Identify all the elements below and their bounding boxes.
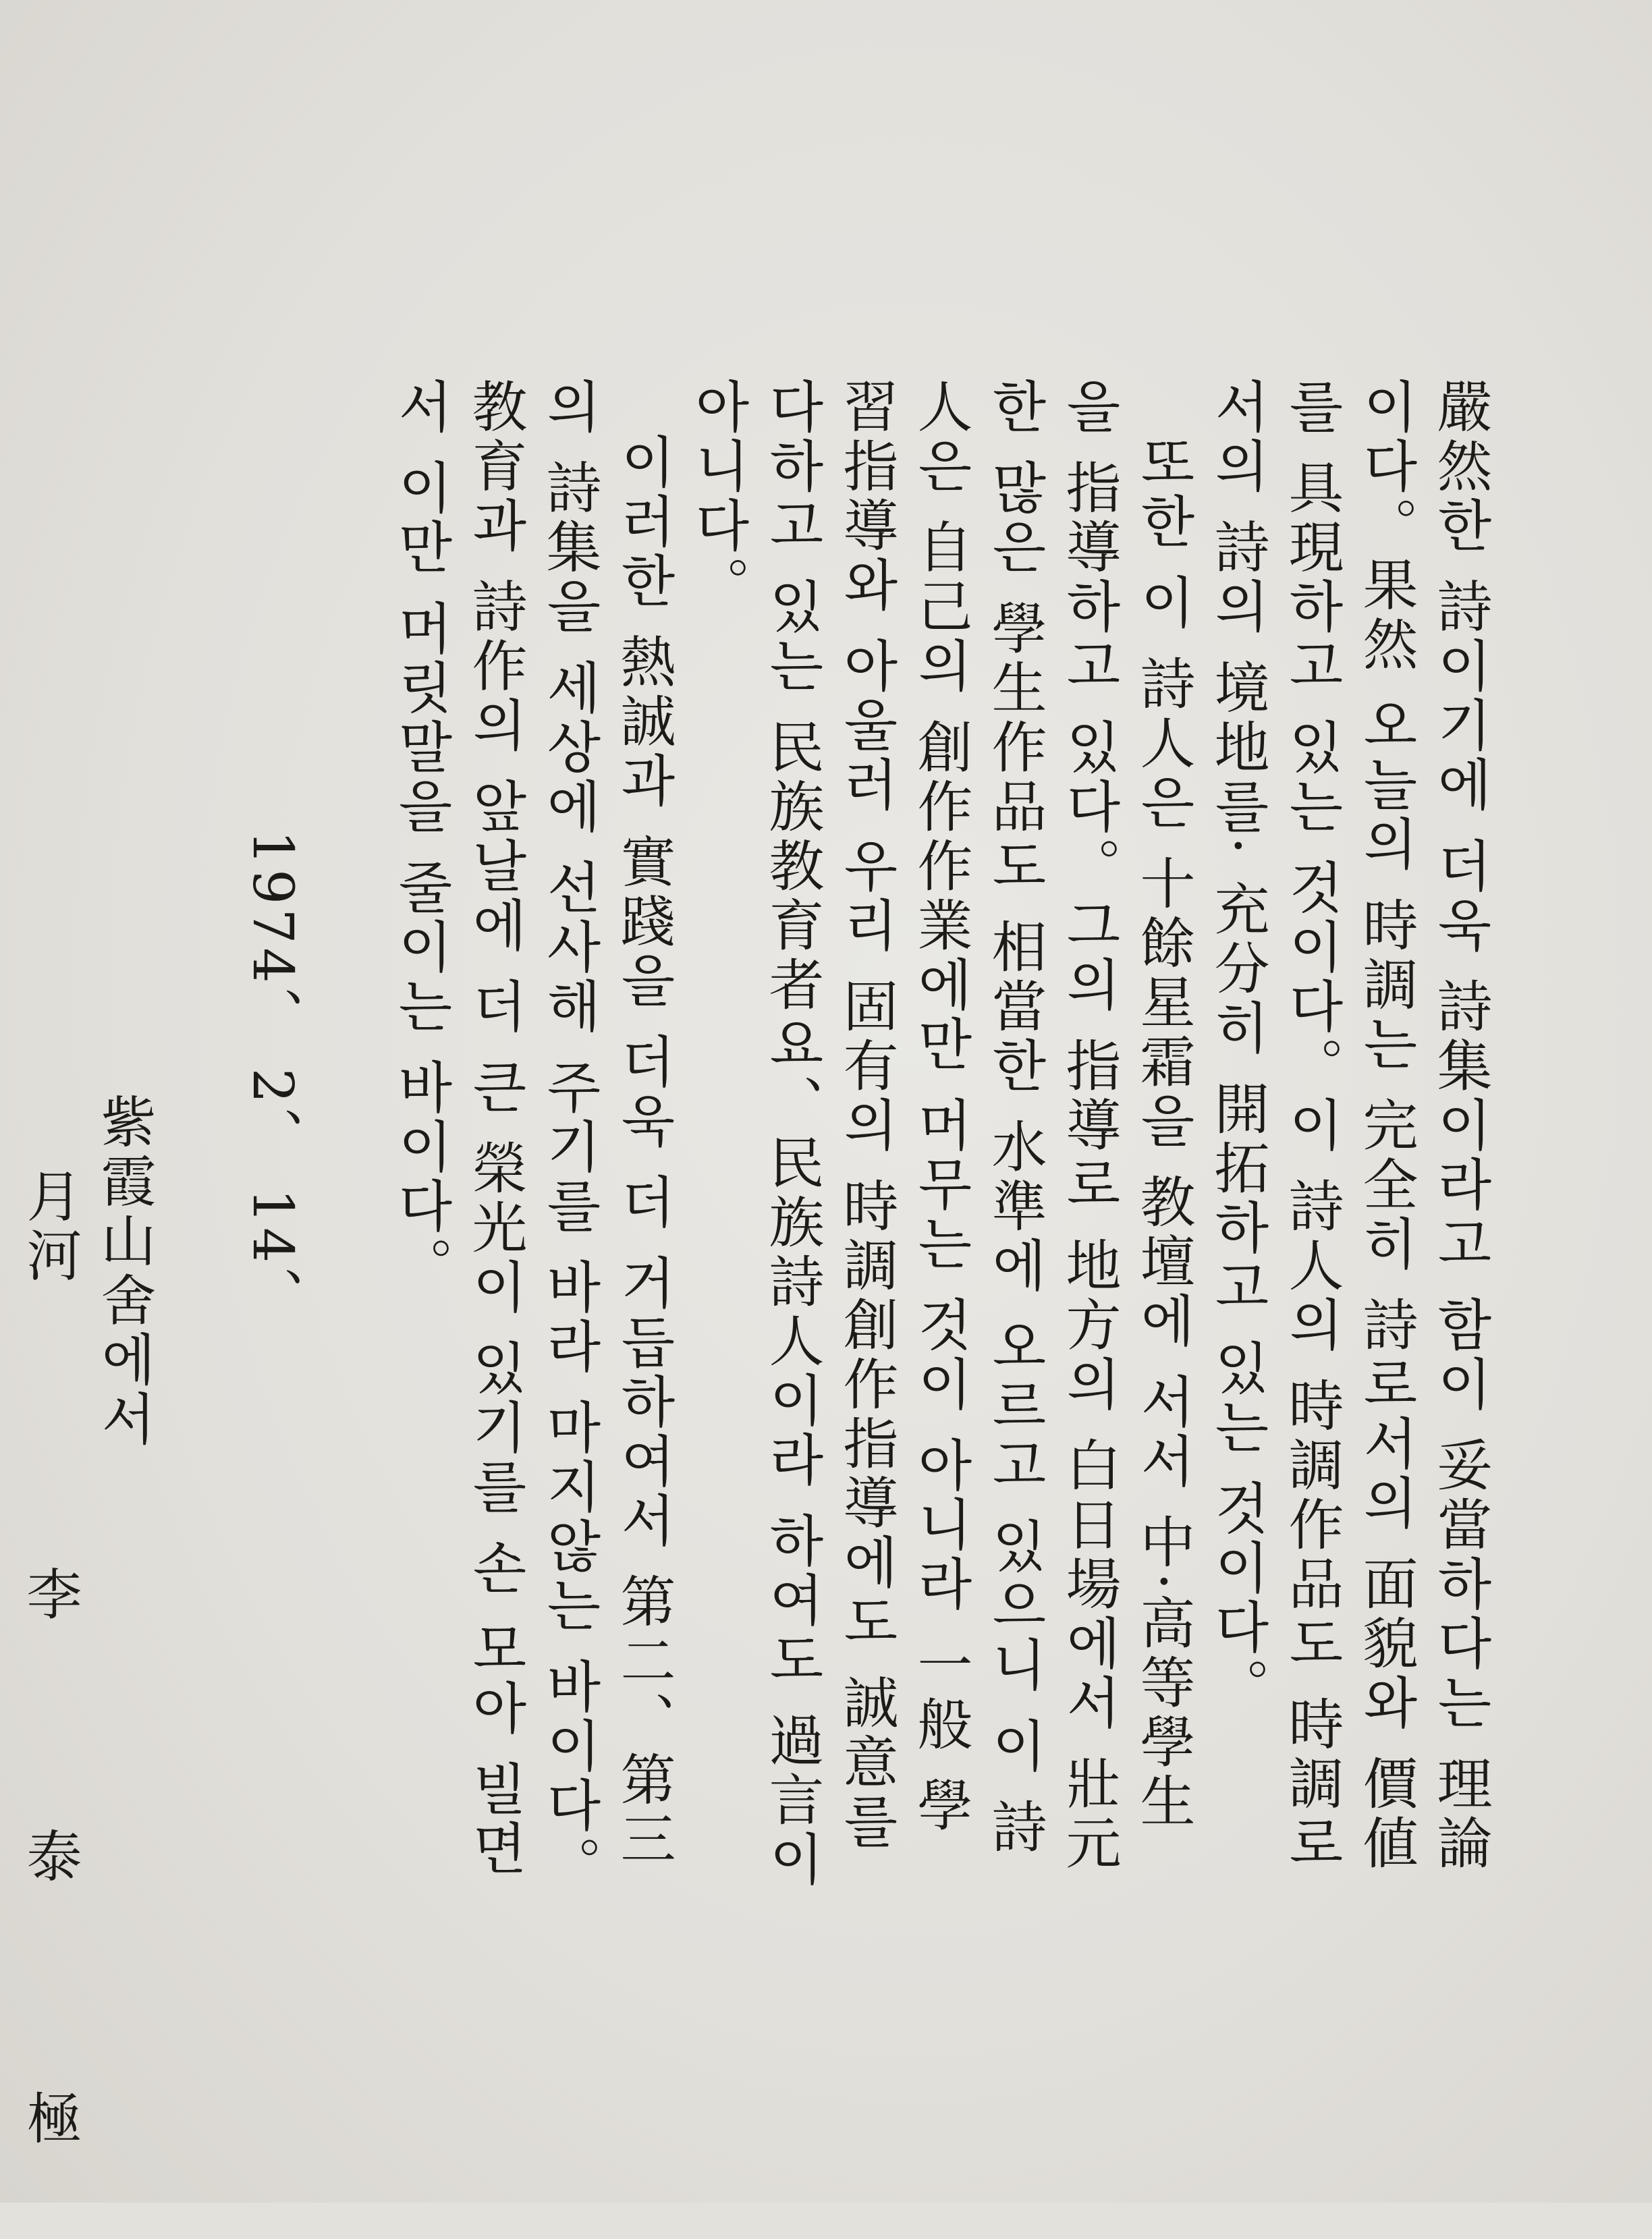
text-line: 의 詩集을 세상에 선사해 주기를 바라 마지않는 바이다。 (537, 378, 601, 1896)
column-gap (161, 378, 235, 1997)
text-line: 또한 이 詩人은 十餘星霜을 教壇에 서서 中·高等學生 (1131, 433, 1195, 1832)
text-line: 다하고 있는 民族教育者요、民族詩人이라 하여도 過言이 (760, 378, 824, 1890)
text-line: 를 具現하고 있는 것이다。이 詩人의 時調作品도 時調로 (1279, 378, 1344, 1874)
text-line: 習指導와 아울러 우리 固有의 時調創作指導에도 誠意를 (834, 378, 898, 1852)
author-name: 李 泰 極 (18, 1566, 82, 2239)
text-line: 이다。果然 오늘의 時調는 完全히 詩로서의 面貌와 價値 (1354, 378, 1418, 1874)
text-line: 嚴然한 詩이기에 더욱 詩集이라고 함이 妥當하다는 理論 (1428, 378, 1492, 1874)
preface-date: 1974、 2、 14、 (240, 830, 304, 1327)
text-line: 人은 自己의 創作作業에만 머무는 것이 아니라 一般 學 (908, 378, 972, 1836)
author-pen-name: 月河 (18, 1167, 82, 1286)
column-gap (309, 378, 383, 1997)
text-line: 한 많은 學生作品도 相當한 水準에 오르고 있으니 이 詩 (983, 378, 1047, 1858)
preface-place: 紫霞山舍에서 (92, 1093, 156, 1449)
text-line: 서의 詩의 境地를· 充分히 開拓하고 있는 것이다。 (1205, 378, 1269, 1717)
text-line: 서 이만 머릿말을 줄이는 바이다。 (389, 378, 453, 1296)
text-line: 아니다。 (686, 378, 750, 615)
text-line: 을 指導하고 있다。그의 指導로 地方의 白日場에서 壯元 (1057, 378, 1121, 1874)
text-line: 教育과 詩作의 앞날에 더 큰 榮光이 있기를 손 모아 빌면 (463, 378, 527, 1879)
text-line: 이러한 熱誠과 實踐을 더욱 더 거듭하여서 第二、第三 (611, 433, 676, 1870)
preface-text (12, 378, 1497, 2239)
